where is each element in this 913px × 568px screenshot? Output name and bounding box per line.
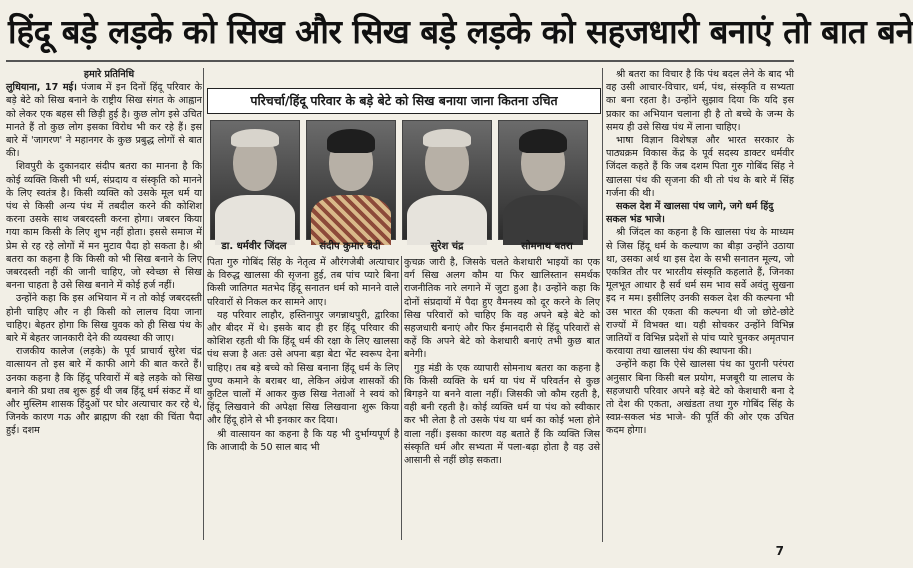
photo-hair [423, 129, 471, 147]
article-paragraph: उन्होंने कहा कि ऐसे खालसा पंथ का पुरानी परंपरा अनुसार बिना किसी बल प्रयोग, मजबूरी या लालच के सहजधारी परिवार अपने बड़े बेटे को केशधारी बना दे तो देश की एकता, अखंडता तथा गुरु गोबिंद सिंह के स्वप्न-सकल भंड भाजे- की पूर्ति की ओर एक उचित कदम होगा। [606, 359, 794, 437]
article-paragraph [6, 81, 202, 160]
photo-figure [311, 195, 391, 245]
page-number: 7 [775, 544, 784, 558]
photo-figure [407, 195, 487, 245]
article-paragraph: भाषा विज्ञान विशेषज्ञ और भारत सरकार के पाठ्यक्रम विकास केंद्र के पूर्व सदस्य डाक्टर धर्मवीर जिंदल कहते हैं कि जब दशम पिता गुरु गोबिंद सिंह ने खालसा पंथ की सृजना की थी तो पंथ के बारे में सिंह गर्जना की थी। [606, 135, 794, 199]
article-paragraph: कुचक्र जारी है, जिसके चलते केशधारी भाइयों का एक वर्ग सिख अलग कौम या फिर खालिस्तान समर्थक राजनीतिक नारे लगाने में जुटा हुआ है। उन्होंने कहा कि दोनों संप्रदायों में पैदा हुए वैमनस्य को दूर करने के लिए सिख परिवारों को चाहिए कि वह अपने बड़े बेटे को सहजधारी बनाएं और फिर ईमानदारी से हिंदू परिवारों से कहें कि अपने बेटे को केशधारी बनाएं तभी कुछ बात बनेगी। [404, 257, 600, 361]
article-paragraph: पिता गुरु गोबिंद सिंह के नेतृत्व में औरंगजेबी अत्याचार के विरुद्ध खालसा की सृजना हुई, तब पांच प्यारे बिना किसी जातिगत मतभेद हिंदू सनातन धर्म को मानने वाले परिवारों से निकल कर सामने आए। [207, 257, 399, 308]
article-paragraph: श्री जिंदल का कहना है कि खालसा पंथ के माध्यम से जिस हिंदू धर्म के कल्याण का बीड़ा उन्होंने उठाया था, उसका अर्थ था इस देश के सभी सनातन मूल्य, जो एकत्रित तौर पर भारतीय संस्कृति कहलाते हैं, जिनका मूलभूत आधार है सर्व धर्म सम भाव सर्वे अवंतु सुखना इद न मम। इसीलिए उनकी सकल देश की कल्पना भी उस भारत की एकता की कल्पना थी जो छोटे-छोटे राज्यों में विभक्त था। यही सोचकर उन्होंने विभिन्न जातियों व विभिन्न प्रदेशों से पांच प्यारे चुनकर अमृतपान करवाया तथा खालसा पंथ की स्थापना की। [606, 227, 794, 358]
photo-hair [231, 129, 279, 147]
article-column-4 [606, 68, 794, 542]
photo-caption: सुरेश चंद्र [430, 241, 464, 252]
article-column-1 [6, 68, 202, 540]
article-paragraph: गुड़ मंडी के एक व्यापारी सोमनाथ बतरा का कहना है कि किसी व्यक्ति के धर्म या पंथ में परिवर्तन से कुछ बिगड़ने या बनने वाला नहीं। जिसकी जो कौम रहती है, वही बनी रहती है। कोई व्यक्ति धर्म या पंथ को स्वीकार कर भी लेता है तो उसके पंथ या धर्म का कोई भला होने वाला नहीं। इसका कारण वह बताते हैं कि व्यक्ति जिस संस्कृति धर्म और सभ्यता में पला-बढ़ा होता है वह उसे आसानी से नहीं छोड़ सकता। [404, 362, 600, 467]
article-paragraph: श्री बतरा का विचार है कि पंथ बदल लेने के बाद भी वह उसी आचार-विचार, धर्म, पंथ, संस्कृति व सभ्यता का बना रहता है। उन्होंने सुझाव दिया कि यदि इस प्रकार का अभियान चलाना ही है तो बच्चे के जन्म के समय ही उसे सिख पंथ में लाना चाहिए। [606, 69, 794, 133]
article-paragraph: शिवपुरी के दुकानदार संदीप बतरा का मानना है कि कोई व्यक्ति किसी भी धर्म, संप्रदाय व संस्कृति को मानने के लिए स्वतंत्र है। किसी व्यक्ति को उसके मूल धर्म या पंथ से किसी अन्य पंथ में तबदील करने की कोशिश करना उसके साथ जबरदस्ती करना होगा। जबरन किया गया काम किसी के लिए शुभ नहीं होता। इससे समाज में प्रेम से रह रहे लोगों में मन मुटाव पैदा हो सकता है। श्री बतरा का कहना है कि किसी को भी सिख बनाने के लिए जबरदस्ती नहीं की जानी चाहिए, जो स्वेच्छा से सिख बनना चाहता है उसे सिख बनाने में कोई हर्ज नहीं। [6, 161, 202, 292]
column-rule [401, 256, 402, 540]
discussion-title: परिचर्चा/हिंदू परिवार के बड़े बेटे को सिख बनाया जाना कितना उचित [207, 88, 601, 114]
portrait-photo-2 [306, 120, 396, 240]
byline: हमारे प्रतिनिधि [83, 69, 135, 80]
photo-hair [327, 129, 375, 153]
photo-caption: डा. धर्मवीर जिंदल [221, 241, 287, 252]
photo-caption: सोमनाथ बतरा [521, 241, 573, 252]
article-column-2 [207, 256, 399, 540]
portrait-photo-4 [498, 120, 588, 240]
headline: हिंदू बड़े लड़के को सिख और सिख बड़े लड़के को सहजधारी बनाएं तो बात बने [8, 12, 913, 51]
photo-hair [519, 129, 567, 153]
column-rule [203, 68, 204, 540]
photo-figure [215, 195, 295, 245]
article-column-3 [404, 256, 600, 540]
portrait-photo-1 [210, 120, 300, 240]
photo-figure [503, 195, 583, 245]
portrait-photo-3 [402, 120, 492, 240]
article-paragraph: राजकीय कालेज (लड़के) के पूर्व प्राचार्य सुरेश चंद्र वात्सायन तो इस बारे में काफी आगे की बात करते हैं। उनका कहना है कि हिंदू परिवारों में बड़े लड़के को सिख बनाने की प्रथा तब शुरू हुई थी जब हिंदू धर्म संकट में था और मुस्लिम शासक हिंदुओं पर घोर अत्याचार कर रहे थे, जिनके कारण गऊ और ब्राह्मण की रक्षा की चिंता पैदा हुई। दशम [6, 346, 202, 437]
column-rule [602, 68, 603, 542]
photo-caption: संदीप कुमार बेदी [319, 241, 381, 252]
headline-rule [6, 60, 794, 62]
dateline: लुधियाना, 17 मई। [6, 82, 77, 94]
article-paragraph: श्री वात्सायन का कहना है कि यह भी दुर्भाग्यपूर्ण है कि आजादी के 50 साल बाद भी [207, 428, 399, 453]
article-text: पंजाब में इन दिनों हिंदू परिवार के बड़े बेटे को सिख बनाने के राष्ट्रीय सिख संगत के आह्वान को लेकर एक बहस सी छिड़ी हुई है। कुछ लोग इसे उचित मानते हैं तो कुछ लोग इसका विरोध भी कर रहे हैं। इस बारे में 'जागरण' ने महानगर के कुछ प्रबुद्ध लोगों से बात की। [6, 82, 202, 160]
article-paragraph: यह परिवार लाहौर, हस्तिनापुर जगन्नाथपुरी, द्वारिका और बीदर में थे। इसके बाद ही हर हिंदू परिवार की कोशिश रहती थी कि हिंदू धर्म की रक्षा के लिए खालसा पंथ सजा है अतः उसे अपना बड़ा बेटा भेंट स्वरूप देना चाहिए। तब बड़े बच्चे को सिख बनाना हिंदू धर्म के लिए पुण्य कमाने के बराबर था, लेकिन अंग्रेज शासकों की कुटिल चालों में आकर कुछ सिख नेताओं ने स्वयं को हिंदू लिखवाने की अपेक्षा सिख लिखवाना शुरू किया और हिंदू होने से भी इनकार कर दिया। [207, 309, 399, 427]
article-subhead: सकल देश में खालसा पंथ जागे, जगे धर्म हिंदु सकल भंड भाजे। [606, 201, 774, 226]
article-paragraph: उन्होंने कहा कि इस अभियान में न तो कोई जबरदस्ती होनी चाहिए और न ही किसी को लालच दिया जाना चाहिए। बेहतर होगा कि सिख युवक को ही सिख पंथ के बारे में बेहतर जानकारी देने की व्यवस्था की जाए। [6, 293, 202, 345]
